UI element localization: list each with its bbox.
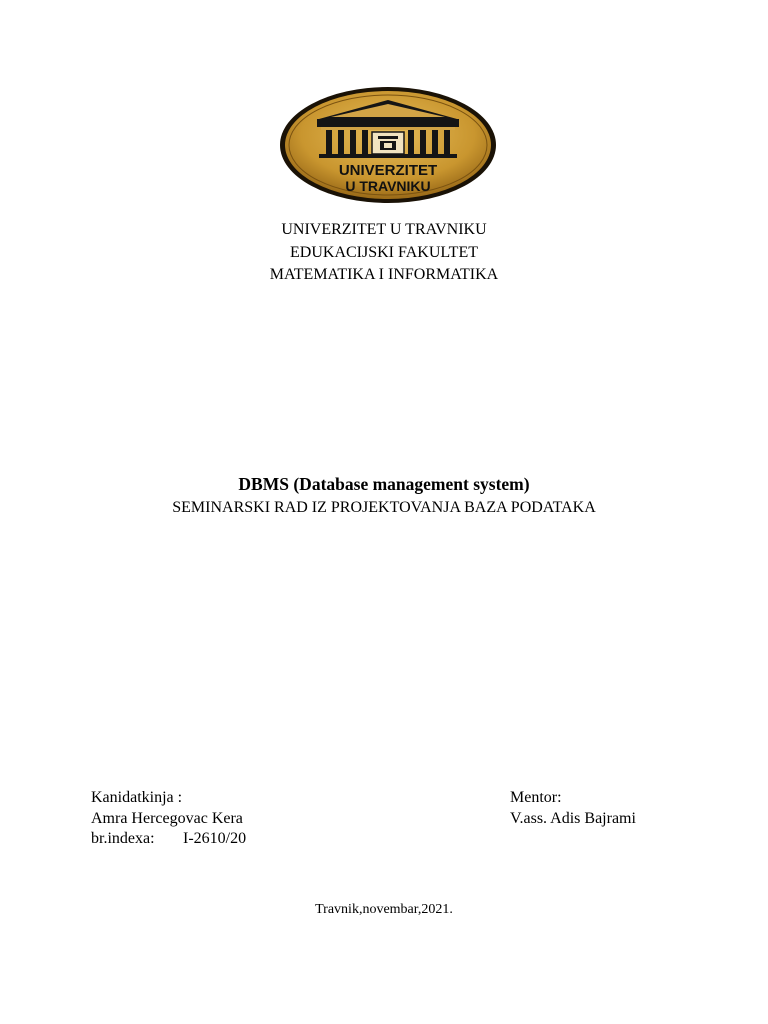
mentor-info (510, 788, 636, 829)
mentor-name: V.ass. Adis Bajrami (510, 809, 636, 827)
candidate-index (91, 829, 246, 850)
candidate-name: Amra Hercegovac Kera (91, 809, 243, 827)
document-title (0, 472, 768, 519)
place-date: Travnik,novembar,2021. (315, 902, 453, 917)
university-name: UNIVERZITET U TRAVNIKU (281, 221, 487, 238)
faculty-name: EDUKACIJSKI FAKULTET (290, 243, 478, 261)
title-expansion: (Database management system) (293, 474, 530, 494)
title-acronym: DBMS (238, 474, 289, 494)
title-main (0, 472, 768, 497)
university-logo (279, 86, 497, 204)
logo-text-line2: U TRAVNIKU (345, 178, 431, 194)
logo-text-line1: UNIVERZITET (338, 162, 438, 179)
candidate-label: Kanidatkinja : (91, 789, 183, 806)
department-name: MATEMATIKA I INFORMATIKA (269, 266, 499, 283)
title-subtitle: SEMINARSKI RAD IZ PROJEKTOVANJA BAZA PODATAKA (172, 499, 596, 516)
index-value: I-2610/20 (183, 830, 247, 847)
candidate-info (91, 788, 246, 850)
index-label: br.indexa: (91, 830, 155, 847)
mentor-label: Mentor: (510, 789, 562, 806)
institution-heading (0, 219, 768, 287)
